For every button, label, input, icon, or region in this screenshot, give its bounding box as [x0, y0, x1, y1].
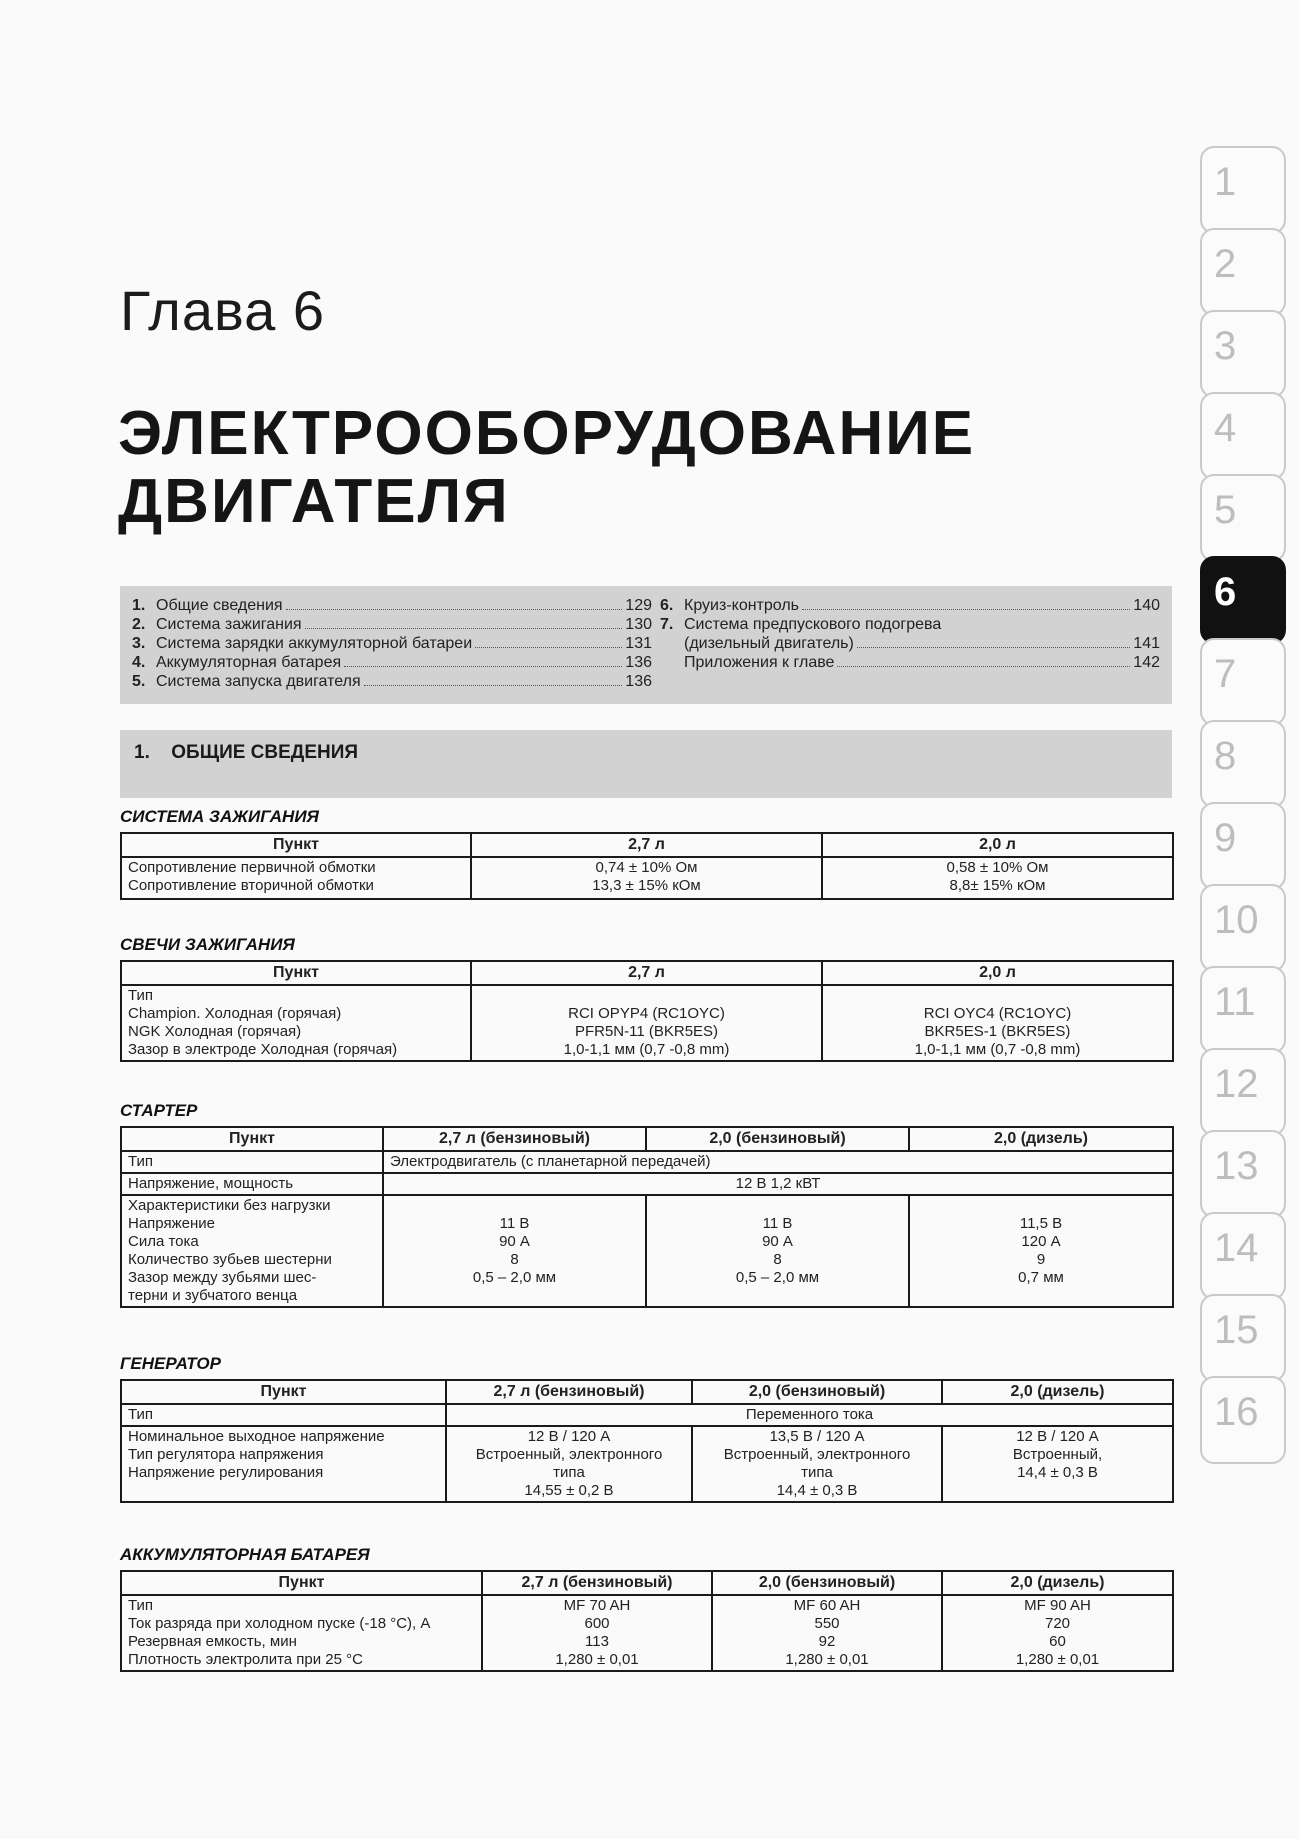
- chapter-tab-3[interactable]: 3: [1200, 310, 1286, 398]
- toc-item-number: 2.: [132, 616, 146, 633]
- toc-item: [132, 672, 652, 691]
- cell-line: NGK Холодная (горячая): [128, 1023, 302, 1040]
- toc-item: [132, 596, 652, 615]
- plugs-table: [120, 960, 1174, 1062]
- ignition-table-title: СИСТЕМА ЗАЖИГАНИЯ: [120, 807, 319, 826]
- toc-item: [660, 615, 1160, 634]
- generator-table: [120, 1379, 1174, 1503]
- toc-leader-dots: [802, 609, 1130, 610]
- table-of-contents: [120, 586, 1172, 704]
- cell-line: Ток разряда при холодном пуске (-18 °С), А: [128, 1615, 431, 1632]
- cell-line: 8: [773, 1251, 782, 1268]
- cell-line: Встроенный, электронного: [475, 1446, 663, 1463]
- table-row: [121, 857, 1173, 899]
- chapter-tab-6[interactable]: 6: [1200, 556, 1286, 644]
- cell-line: Напряжение регулирования: [128, 1464, 324, 1481]
- column-header: 2,7 л (бензиновый): [446, 1380, 692, 1404]
- cell-line: Номинальное выходное напряжение: [128, 1428, 385, 1445]
- table-header-row: [121, 1127, 1173, 1151]
- cell-line: 120 А: [1021, 1233, 1061, 1250]
- cell-line: [829, 987, 1166, 1005]
- column-header: 2,0 (дизель): [942, 1380, 1173, 1404]
- column-header: Пункт: [121, 1380, 446, 1404]
- chapter-tab-14[interactable]: 14: [1200, 1212, 1286, 1300]
- table-cell: [942, 1595, 1173, 1671]
- cell-line: 11 В: [499, 1215, 530, 1232]
- chapter-tab-16[interactable]: 16: [1200, 1376, 1286, 1464]
- table-cell: [482, 1595, 712, 1671]
- cell-line: 14,55 ± 0,2 В: [524, 1482, 614, 1499]
- table-header-row: [121, 961, 1173, 985]
- table-cell: [471, 857, 822, 899]
- column-header: 2,0 л: [822, 833, 1173, 857]
- table-row: [121, 1595, 1173, 1671]
- chapter-label: Глава 6: [120, 279, 325, 342]
- toc-item-number: 5.: [132, 673, 146, 690]
- toc-leader-dots: [364, 685, 623, 686]
- cell-line: [128, 1482, 439, 1500]
- battery-table-title: АККУМУЛЯТОРНАЯ БАТАРЕЯ: [120, 1545, 370, 1564]
- cell-line: 1,280 ± 0,01: [555, 1651, 639, 1668]
- column-header: Пункт: [121, 1571, 482, 1595]
- toc-leader-dots: [837, 666, 1130, 667]
- toc-item-page: 129: [625, 597, 652, 614]
- section-title: ОБЩИЕ СВЕДЕНИЯ: [171, 742, 359, 763]
- cell-line: MF 60 AH: [793, 1597, 861, 1614]
- column-header: 2,7 л: [471, 833, 822, 857]
- toc-item: [132, 615, 652, 634]
- table-cell: Тип: [121, 1151, 383, 1173]
- table-cell: 12 В 1,2 кВТ: [383, 1173, 1173, 1195]
- toc-leader-dots: [344, 666, 622, 667]
- ignition-table: [120, 832, 1174, 900]
- toc-item-page: 130: [625, 616, 652, 633]
- chapter-tab-2[interactable]: 2: [1200, 228, 1286, 316]
- table-cell: Переменного тока: [446, 1404, 1173, 1426]
- table-cell: [121, 985, 471, 1061]
- cell-line: 11,5 В: [1019, 1215, 1063, 1232]
- cell-line: 1,0-1,1 мм (0,7 -0,8 mm): [563, 1041, 730, 1058]
- cell-line: 11 В: [762, 1215, 793, 1232]
- toc-item-page: 141: [1133, 635, 1160, 652]
- table-cell: [121, 1426, 446, 1502]
- cell-line: 13,5 В / 120 А: [769, 1428, 865, 1445]
- toc-item-number: 3.: [132, 635, 146, 652]
- table-cell: [121, 1595, 482, 1671]
- toc-item-page: 140: [1133, 597, 1160, 614]
- toc-item-number: 6.: [660, 597, 674, 614]
- cell-line: Напряжение: [128, 1215, 215, 1232]
- cell-line: 8,8± 15% кОм: [949, 877, 1046, 894]
- cell-line: Сопротивление первичной обмотки: [128, 859, 376, 876]
- table-header-row: [121, 1571, 1173, 1595]
- battery-table: [120, 1570, 1174, 1672]
- toc-leader-dots: [857, 647, 1130, 648]
- table-cell: [471, 985, 822, 1061]
- cell-line: 92: [818, 1633, 836, 1650]
- cell-line: 90 А: [762, 1233, 793, 1250]
- chapter-tab-7[interactable]: 7: [1200, 638, 1286, 726]
- cell-line: 113: [585, 1633, 609, 1650]
- cell-line: 1,0-1,1 мм (0,7 -0,8 mm): [914, 1041, 1081, 1058]
- toc-item: [660, 634, 1160, 653]
- toc-item-title: Общие сведения: [156, 597, 283, 614]
- cell-line: 0,7 мм: [1018, 1269, 1064, 1286]
- starter-table-title: СТАРТЕР: [120, 1101, 198, 1120]
- column-header: 2,7 л (бензиновый): [482, 1571, 712, 1595]
- cell-line: 550: [814, 1615, 840, 1632]
- chapter-title-line: ЭЛЕКТРООБОРУДОВАНИЕ: [118, 399, 976, 468]
- cell-line: [916, 1197, 1166, 1215]
- toc-item: [132, 653, 652, 672]
- cell-line: терни и зубчатого венца: [128, 1287, 298, 1304]
- cell-line: [653, 1287, 902, 1305]
- cell-line: RCI OYC4 (RC1OYC): [923, 1005, 1072, 1022]
- column-header: 2,0 (дизель): [909, 1127, 1173, 1151]
- toc-item-title: Приложения к главе: [684, 654, 835, 671]
- cell-line: Сопротивление вторичной обмотки: [128, 877, 374, 894]
- toc-item-page: 131: [625, 635, 652, 652]
- table-cell: [712, 1595, 942, 1671]
- toc-item-page: 136: [625, 673, 652, 690]
- table-cell: [121, 857, 471, 899]
- toc-item: [660, 596, 1160, 615]
- cell-line: 0,5 – 2,0 мм: [735, 1269, 820, 1286]
- column-header: 2,0 (бензиновый): [712, 1571, 942, 1595]
- cell-line: Тип: [128, 987, 154, 1004]
- toc-leader-dots: [286, 609, 623, 610]
- cell-line: 14,4 ± 0,3 В: [1017, 1464, 1098, 1481]
- toc-item-page: 136: [625, 654, 652, 671]
- cell-line: [478, 987, 815, 1005]
- cell-line: [949, 1482, 1166, 1500]
- chapter-tab-10[interactable]: 10: [1200, 884, 1286, 972]
- cell-line: 13,3 ± 15% кОм: [592, 877, 701, 894]
- cell-line: 12 В / 120 А: [1016, 1428, 1099, 1445]
- column-header: 2,0 (бензиновый): [646, 1127, 909, 1151]
- toc-item-number: 1.: [132, 597, 146, 614]
- table-cell: [909, 1195, 1173, 1307]
- table-cell: Напряжение, мощность: [121, 1173, 383, 1195]
- toc-item-title: Круиз-контроль: [684, 597, 799, 614]
- table-cell: [646, 1195, 909, 1307]
- column-header: 2,0 л: [822, 961, 1173, 985]
- cell-line: Champion. Холодная (горячая): [128, 1005, 342, 1022]
- section-number: 1.: [134, 742, 150, 763]
- cell-line: Характеристики без нагрузки: [128, 1197, 331, 1214]
- cell-line: 60: [1049, 1633, 1066, 1650]
- chapter-tab-15[interactable]: 15: [1200, 1294, 1286, 1382]
- cell-line: 9: [1036, 1251, 1046, 1268]
- cell-line: Резервная емкость, мин: [128, 1633, 297, 1650]
- chapter-tab-13[interactable]: 13: [1200, 1130, 1286, 1218]
- toc-item: [660, 653, 1160, 672]
- column-header: Пункт: [121, 961, 471, 985]
- table-cell: Тип: [121, 1404, 446, 1426]
- cell-line: Встроенный,: [1012, 1446, 1103, 1463]
- chapter-tab-4[interactable]: 4: [1200, 392, 1286, 480]
- generator-table-title: ГЕНЕРАТОР: [120, 1354, 221, 1373]
- cell-line: Тип регулятора напряжения: [128, 1446, 324, 1463]
- cell-line: типа: [553, 1464, 585, 1481]
- table-cell: [822, 985, 1173, 1061]
- cell-line: 600: [584, 1615, 610, 1632]
- cell-line: [653, 1197, 902, 1215]
- cell-line: [916, 1287, 1166, 1305]
- toc-item-title: Аккумуляторная батарея: [156, 654, 342, 671]
- cell-line: 8: [510, 1251, 519, 1268]
- toc-item-number: 4.: [132, 654, 146, 671]
- table-cell: [692, 1426, 942, 1502]
- toc-item: [132, 634, 652, 653]
- column-header: Пункт: [121, 833, 471, 857]
- cell-line: 720: [1044, 1615, 1071, 1632]
- section-heading: [120, 730, 1172, 798]
- cell-line: MF 90 AH: [1024, 1597, 1091, 1614]
- cell-line: 90 А: [499, 1233, 530, 1250]
- toc-leader-dots: [475, 647, 622, 648]
- cell-line: Зазор в электроде Холодная (горячая): [128, 1041, 398, 1058]
- cell-line: 1,280 ± 0,01: [785, 1651, 869, 1668]
- toc-item-title: (дизельный двигатель): [684, 635, 854, 652]
- toc-item-page: 142: [1133, 654, 1160, 671]
- table-cell: [383, 1195, 646, 1307]
- table-cell: [121, 1195, 383, 1307]
- chapter-title-line: ДВИГАТЕЛЯ: [118, 467, 510, 536]
- cell-line: 12 В / 120 А: [527, 1428, 611, 1445]
- table-row: [121, 1404, 1173, 1426]
- chapter-tab-1[interactable]: 1: [1200, 146, 1286, 234]
- table-row: [121, 1173, 1173, 1195]
- column-header: 2,7 л (бензиновый): [383, 1127, 646, 1151]
- table-row: [121, 985, 1173, 1061]
- cell-line: 14,4 ± 0,3 В: [776, 1482, 858, 1499]
- table-cell: [446, 1426, 692, 1502]
- table-row: [121, 1426, 1173, 1502]
- toc-item-title: Система зарядки аккумуляторной батареи: [156, 635, 473, 652]
- cell-line: Сила тока: [128, 1233, 199, 1250]
- chapter-tab-5[interactable]: 5: [1200, 474, 1286, 562]
- cell-line: BKR5ES-1 (BKR5ES): [924, 1023, 1071, 1040]
- chapter-tab-12[interactable]: 12: [1200, 1048, 1286, 1136]
- toc-left-column: [132, 596, 652, 691]
- cell-line: Тип: [128, 1597, 154, 1614]
- column-header: 2,7 л: [471, 961, 822, 985]
- toc-item-title: Система запуска двигателя: [156, 673, 361, 690]
- table-header-row: [121, 833, 1173, 857]
- chapter-title: [118, 400, 1018, 536]
- table-row: [121, 1151, 1173, 1173]
- cell-line: [390, 1197, 639, 1215]
- table-cell: Электродвигатель (с планетарной передачей): [383, 1151, 1173, 1173]
- chapter-tab-8[interactable]: 8: [1200, 720, 1286, 808]
- chapter-tab-9[interactable]: 9: [1200, 802, 1286, 890]
- cell-line: 0,5 – 2,0 мм: [472, 1269, 557, 1286]
- chapter-tab-11[interactable]: 11: [1200, 966, 1286, 1054]
- toc-leader-dots: [305, 628, 623, 629]
- cell-line: Плотность электролита при 25 °С: [128, 1651, 363, 1668]
- toc-item-title: Система зажигания: [156, 616, 302, 633]
- cell-line: Встроенный, электронного: [723, 1446, 911, 1463]
- table-row: [121, 1195, 1173, 1307]
- table-header-row: [121, 1380, 1173, 1404]
- column-header: Пункт: [121, 1127, 383, 1151]
- table-cell: [822, 857, 1173, 899]
- toc-item-title: Система предпускового подогрева: [684, 616, 942, 633]
- cell-line: 0,58 ± 10% Ом: [946, 859, 1049, 876]
- starter-table: [120, 1126, 1174, 1308]
- cell-line: RCI OPYP4 (RC1OYC): [568, 1005, 725, 1022]
- cell-line: типа: [801, 1464, 833, 1481]
- cell-line: PFR5N-11 (BKR5ES): [574, 1023, 719, 1040]
- cell-line: Количество зубьев шестерни: [128, 1251, 332, 1268]
- cell-line: 0,74 ± 10% Ом: [595, 859, 698, 876]
- cell-line: 1,280 ± 0,01: [1015, 1651, 1100, 1668]
- cell-line: MF 70 AH: [563, 1597, 631, 1614]
- column-header: 2,0 (дизель): [942, 1571, 1173, 1595]
- toc-item-number: 7.: [660, 616, 674, 633]
- cell-line: [390, 1287, 639, 1305]
- plugs-table-title: СВЕЧИ ЗАЖИГАНИЯ: [120, 935, 295, 954]
- toc-right-column: [660, 596, 1160, 672]
- column-header: 2,0 (бензиновый): [692, 1380, 942, 1404]
- cell-line: Зазор между зубьями шес-: [128, 1269, 317, 1286]
- table-cell: [942, 1426, 1173, 1502]
